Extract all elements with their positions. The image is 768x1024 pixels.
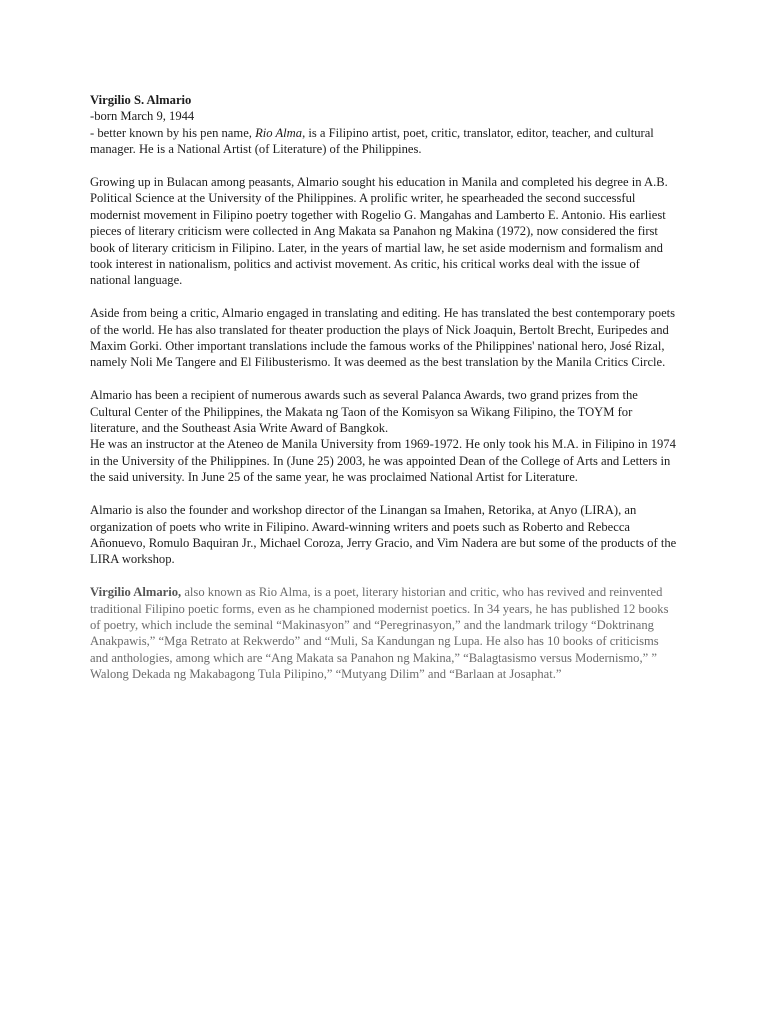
paragraph-closing <box>90 584 680 682</box>
birth-date: -born March 9, 1944 <box>90 109 195 124</box>
paragraph-translation: Aside from being a critic, Almario engaged in translating and editing. He has translated the best contemporary poets of the world. He has also translated for theater production the plays of Nick Joaquin, Bertolt Brecht, Euripedes and Maxim Gorki. Other important translations include the famous works of the Philippines' national hero, José Rizal, namely Noli Me Tangere and El Filibusterismo. It was deemed as the best translation by the Manila Critics Circle. <box>90 306 676 370</box>
document-title: Virgilio S. Almario <box>90 93 192 107</box>
closing-name: Virgilio Almario, <box>90 585 182 600</box>
document-page <box>90 92 680 683</box>
pen-name: Rio Alma <box>255 125 303 140</box>
intro-before: - better known by his pen name, <box>90 125 256 140</box>
intro-after: , is a Filipino artist, poet, critic, translator, editor, teacher, and cultural manager. He is a National Artist (of Literature) of the Philippines. <box>90 125 654 157</box>
paragraph-lira: Almario is also the founder and workshop director of the Linangan sa Imahen, Retorika, at Anyo (LIRA), an organization of poets who write in Filipino. Award-winning writers and poets such as Roberto and Rebecca Añonuevo, Romulo Baquiran Jr., Michael Coroza, Jerry Gracio, and Vim Nadera are but some of the products of the LIRA workshop. <box>90 503 677 567</box>
paragraph-education: Growing up in Bulacan among peasants, Almario sought his education in Manila and completed his degree in A.B. Political Science at the University of the Philippines. A prolific writer, he spearheaded the second successful modernist movement in Filipino poetry together with Rogelio G. Mangahas and Lamberto E. Antonio. His earliest pieces of literary criticism were collected in Ang Makata sa Panahon ng Makina (1972), now considered the first book of literary criticism in Filipino. Later, in the years of martial law, he set aside modernism and formalism and took interest in nationalism, politics and activist movement. As critic, his critical works deal with the issue of national language. <box>90 175 668 288</box>
paragraph-awards: Almario has been a recipient of numerous awards such as several Palanca Awards, two grand prizes from the Cultural Center of the Philippines, the Makata ng Taon of the Komisyon sa Wikang Filipino, the TOYM for literature, and the Southeast Asia Write Award of Bangkok. <box>90 388 638 436</box>
paragraph-career: He was an instructor at the Ateneo de Manila University from 1969-1972. He only took his M.A. in Filipino in 1974 in the University of the Philippines. In (June 25) 2003, he was appointed Dean of the College of Arts and Letters in the said university. In June 25 of the same year, he was proclaimed National Artist for Literature. <box>90 437 676 485</box>
intro-paragraph <box>90 125 680 158</box>
closing-text: also known as Rio Alma, is a poet, literary historian and critic, who has revived and reinvented traditional Filipino poetic forms, even as he championed modernist poetics. In 34 years, he has published 12 books of poetry, which include the seminal “Makinasyon” and “Peregrinasyon,” and the landmark trilogy “Doktrinang Anakpawis,” “Mga Retrato at Rekwerdo” and “Muli, Sa Kandungan ng Lupa. He also has 10 books of criticisms and anthologies, among which are “Ang Makata sa Panahon ng Makina,” “Balagtasismo versus Modernismo,” ” Walong Dekada ng Makabagong Tula Pilipino,” “Mutyang Dilim” and “Barlaan at Josaphat.” <box>90 585 669 682</box>
